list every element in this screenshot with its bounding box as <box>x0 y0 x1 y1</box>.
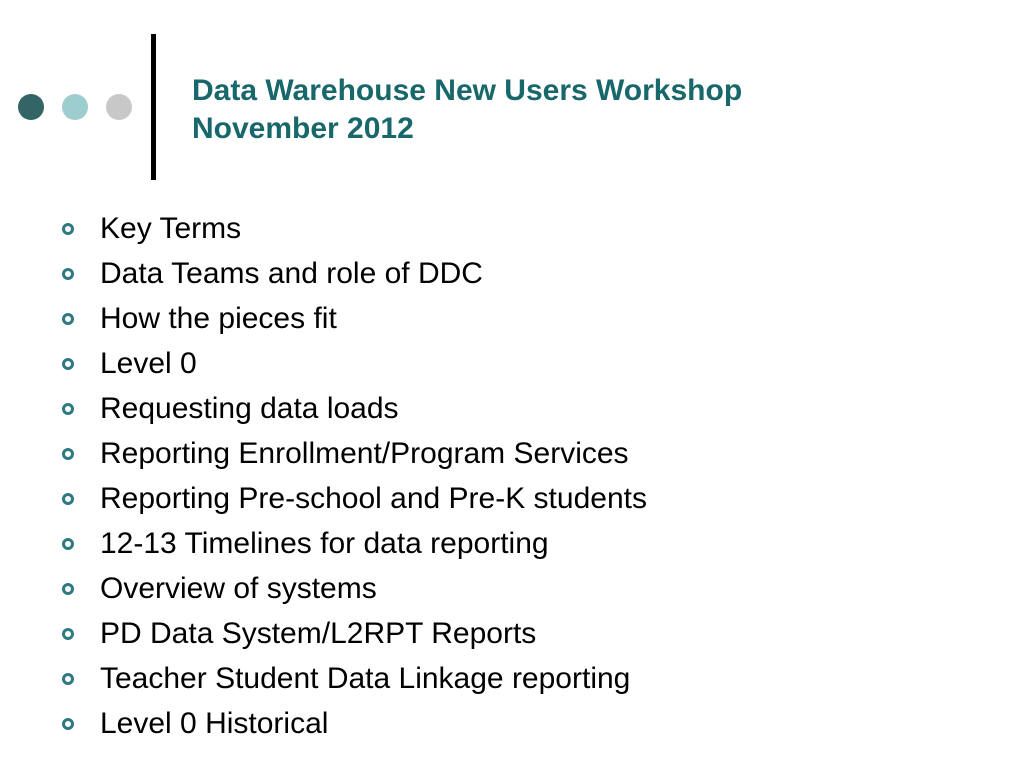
list-item <box>62 701 647 746</box>
list-item-text: Requesting data loads <box>100 392 399 425</box>
list-item-text: Level 0 <box>100 347 197 380</box>
list-item <box>62 386 647 431</box>
list-item <box>62 341 647 386</box>
ring-bullet-icon <box>62 718 74 730</box>
list-item <box>62 476 647 521</box>
list-item <box>62 611 647 656</box>
ring-bullet-icon <box>62 583 74 595</box>
list-item <box>62 296 647 341</box>
ring-bullet-icon <box>62 628 74 640</box>
list-item-text: Reporting Pre-school and Pre-K students <box>100 482 647 515</box>
ring-bullet-icon <box>62 223 74 235</box>
slide-title <box>192 72 992 148</box>
list-item-text: Key Terms <box>100 212 242 245</box>
list-item-text: Reporting Enrollment/Program Services <box>100 437 629 470</box>
list-item <box>62 566 647 611</box>
slide-title-line-1: Data Warehouse New Users Workshop <box>192 74 743 107</box>
ring-bullet-icon <box>62 493 74 505</box>
list-item-text: Teacher Student Data Linkage reporting <box>100 662 631 695</box>
ring-bullet-icon <box>62 358 74 370</box>
list-item-text: Data Teams and role of DDC <box>100 257 483 290</box>
list-item <box>62 521 647 566</box>
list-item <box>62 431 647 476</box>
list-item <box>62 251 647 296</box>
gray-dot-icon <box>106 94 132 120</box>
agenda-list <box>62 206 647 746</box>
ring-bullet-icon <box>62 268 74 280</box>
list-item <box>62 206 647 251</box>
vertical-divider <box>151 34 156 180</box>
ring-bullet-icon <box>62 673 74 685</box>
list-item-text: Overview of systems <box>100 572 377 605</box>
list-item <box>62 656 647 701</box>
list-item-text: PD Data System/L2RPT Reports <box>100 617 537 650</box>
ring-bullet-icon <box>62 403 74 415</box>
ring-bullet-icon <box>62 538 74 550</box>
list-item-text: 12-13 Timelines for data reporting <box>100 527 549 560</box>
dark-dot-icon <box>18 94 44 120</box>
slide-title-line-2: November 2012 <box>192 112 414 145</box>
ring-bullet-icon <box>62 448 74 460</box>
ring-bullet-icon <box>62 313 74 325</box>
decorative-dots <box>18 94 134 120</box>
list-item-text: How the pieces fit <box>100 302 337 335</box>
teal-dot-icon <box>62 94 88 120</box>
list-item-text: Level 0 Historical <box>100 707 329 740</box>
